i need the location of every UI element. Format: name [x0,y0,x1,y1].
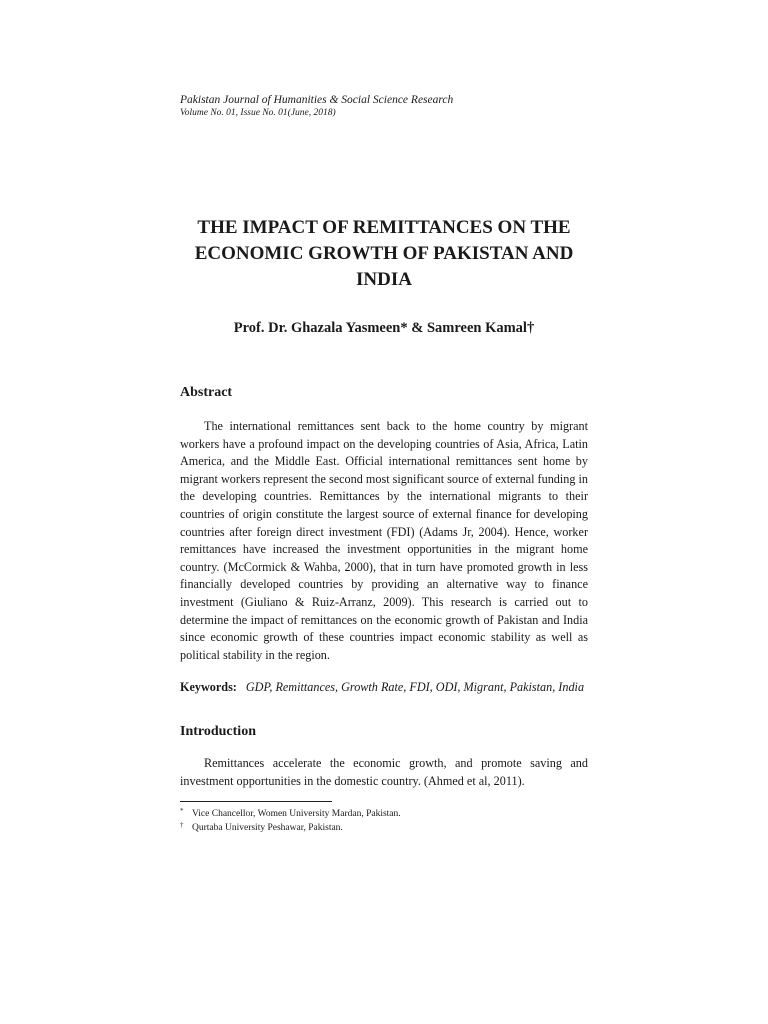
footnote-item [180,821,600,835]
paper-title [170,215,598,293]
footnote-mark: * [180,807,184,815]
keywords [180,679,600,696]
journal-volume-issue: Volume No. 01, Issue No. 01(June, 2018) [180,108,336,118]
keywords-values: GDP, Remittances, Growth Rate, FDI, ODI, Migrant, Pakistan, India [245,680,585,694]
keywords-label: Keywords: [180,680,237,694]
footnote-text: Qurtaba University Peshawar, Pakistan. [192,823,343,833]
abstract-heading: Abstract [180,385,233,400]
footnote-item [180,807,600,821]
footnote-divider [180,801,332,802]
paper-title-line-3: INDIA [356,269,412,290]
introduction-body: Remittances accelerate the economic growth, and promote saving and investment opportunities in the domestic country. (Ahmed et al, 2011). [180,756,588,788]
paper-title-line-1: THE IMPACT OF REMITTANCES ON THE [197,217,571,238]
journal-name: Pakistan Journal of Humanities & Social Science Research [180,94,454,106]
introduction-heading: Introduction [180,724,256,739]
footnote-text: Vice Chancellor, Women University Mardan, Pakistan. [192,809,401,819]
abstract-body: The international remittances sent back to the home country by migrant workers have a profound impact on the developing countries of Asia, Africa, Latin America, and the Middle East. Official international remittances sent home by migrant workers represent the second most significant source of external funding in the developing countries. Remittances by the international migrants to their countries of origin constitute the largest source of external finance for developing countries after foreign direct investment (FDI) (Adams Jr, 2004). Hence, worker remittances have increased the investment opportunities in the migrant home country. (McCormick & Wahba, 2000), that in turn have promoted growth in less financially developed countries by providing an alternative way to finance investment (Giuliano & Ruiz-Arranz, 2009). This research is carried out to determine the impact of remittances on the economic growth of Pakistan and India since economic growth of these countries impact economic stability as well as political stability in the region. [180,419,588,662]
footnote-mark: † [180,821,184,829]
footnotes [180,807,600,835]
journal-header [180,93,600,119]
paper-authors: Prof. Dr. Ghazala Yasmeen* & Samreen Kamal† [233,320,535,336]
paper-title-line-2: ECONOMIC GROWTH OF PAKISTAN AND [194,243,574,264]
